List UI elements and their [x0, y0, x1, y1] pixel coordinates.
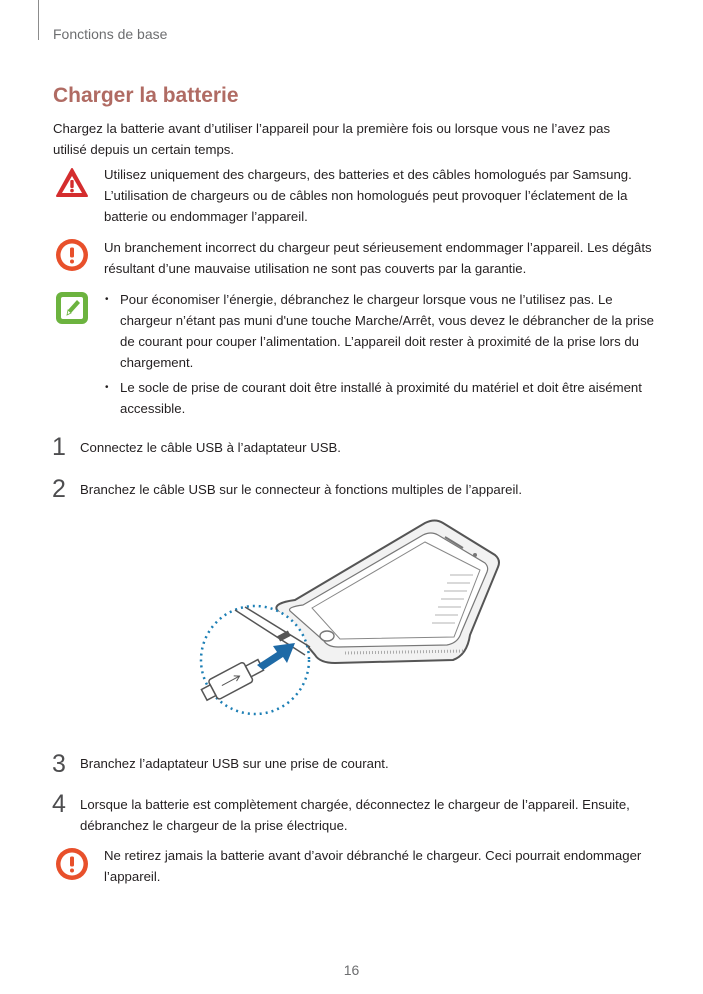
- header-rule: [38, 0, 39, 40]
- step-text: Lorsque la batterie est complètement chargée, déconnectez le chargeur de l’appareil. Ensuite, débranchez le chargeur de la prise électrique.: [80, 797, 630, 833]
- page-title: Charger la batterie: [53, 84, 239, 107]
- step-text: Connectez le câble USB à l’adaptateur USB.: [80, 440, 341, 455]
- warning-triangle-icon: [55, 166, 89, 200]
- step-number: 3: [52, 750, 66, 778]
- page-number: 16: [343, 962, 360, 978]
- tip-bullet: • Le socle de prise de courant doit être installé à proximité du matériel et doit être aisément accessible.: [104, 377, 656, 419]
- warning-note-text: Utilisez uniquement des chargeurs, des batteries et des câbles homologués par Samsung. L’utilisation de chargeurs ou de câbles non homologués peut provoquer l’éclatement de la batterie ou endommager l’appareil.: [104, 167, 632, 224]
- note-pencil-icon: [55, 291, 89, 325]
- tip-note: [104, 289, 656, 423]
- step-text: Branchez le câble USB sur le connecteur à fonctions multiples de l’appareil.: [80, 482, 523, 497]
- charging-illustration: [195, 515, 505, 725]
- final-caution-text: Ne retirez jamais la batterie avant d’avoir débranché le chargeur. Ceci pourrait endommager l’appareil.: [104, 848, 642, 884]
- caution-note-text: Un branchement incorrect du chargeur peut sérieusement endommager l’appareil. Les dégâts résultant d’une mauvaise utilisation ne sont pas couverts par la garantie.: [104, 240, 652, 276]
- section-header: Fonctions de base: [53, 26, 168, 42]
- step-number: 4: [52, 790, 66, 818]
- step-number: 2: [52, 475, 66, 503]
- step-text: Branchez l’adaptateur USB sur une prise de courant.: [80, 756, 389, 771]
- caution-exclamation-icon: [55, 847, 89, 881]
- caution-exclamation-icon: [55, 238, 89, 272]
- tip-bullet: • Pour économiser l’énergie, débranchez le chargeur lorsque vous ne l’utilisez pas. Le chargeur n’étant pas muni d'une touche Marche/Arrêt, vous devez le débrancher de la prise de courant pour couper l’alimentation. L’appareil doit rester à proximité de la prise lors du chargement.: [104, 289, 656, 373]
- intro-paragraph: Chargez la batterie avant d’utiliser l’appareil pour la première fois ou lorsque vous ne l’avez pas utilisé depuis un certain temps.: [53, 121, 611, 157]
- step-number: 1: [52, 433, 66, 461]
